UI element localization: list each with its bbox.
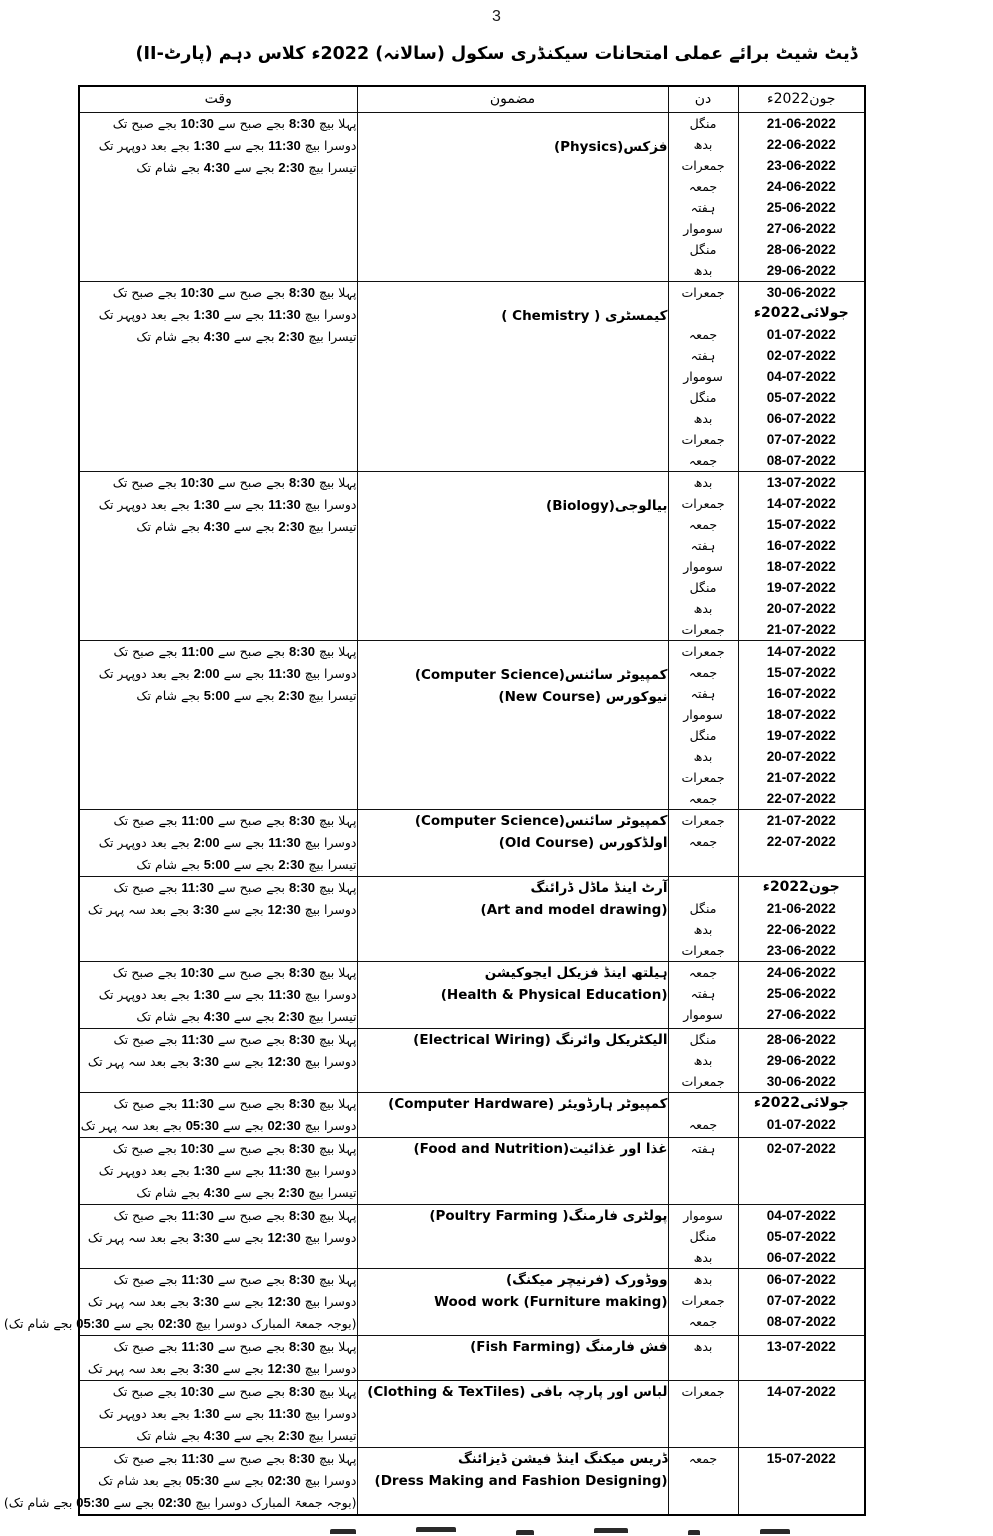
- exam-day: بدھ: [693, 1271, 713, 1287]
- exam-day: ہفتہ: [690, 537, 716, 553]
- time-slot: دوسرا بیچ 12:30 بجے سے 3:30 بجے بعد سہ پہر تک: [87, 1229, 357, 1245]
- exam-days-cell: [668, 471, 738, 640]
- time-slot: دوسرا بیچ 11:30 بجے سے 1:30 بجے بعد دوپہر تک: [98, 306, 357, 322]
- exam-date: 05-07-2022: [766, 1228, 836, 1244]
- exam-date: 07-07-2022: [766, 431, 836, 447]
- exam-date: 25-06-2022: [766, 985, 836, 1001]
- subject-cell: [357, 809, 668, 876]
- subject-label: پولٹری فارمنگ( Poultry Farming): [429, 1207, 668, 1224]
- exam-days-cell: [668, 1137, 738, 1204]
- exam-date: 21-07-2022: [766, 812, 836, 828]
- exam-days-cell: [668, 1268, 738, 1335]
- time-cell: [79, 809, 357, 876]
- exam-date: 22-06-2022: [766, 136, 836, 152]
- exam-day: ہفتہ: [690, 199, 716, 215]
- column-header-subject: مضمون: [357, 86, 668, 112]
- time-slot: دوسرا بیچ 02:30 بجے سے 05:30 بجے بعد سہ پہر تک: [80, 1117, 357, 1133]
- exam-day: [669, 1093, 738, 1114]
- exam-days-cell: [668, 1092, 738, 1137]
- exam-day: جمعہ: [688, 664, 718, 680]
- exam-date: 16-07-2022: [766, 685, 836, 701]
- column-header-month: جون2022ء: [738, 86, 865, 112]
- exam-date: 19-07-2022: [766, 727, 836, 743]
- subject-cell: [357, 1204, 668, 1268]
- time-slot: دوسرا بیچ 11:30 بجے سے 1:30 بجے بعد دوپہر تک: [98, 496, 357, 512]
- subject-label: غذا اور غذائیت(Food and Nutrition): [413, 1140, 668, 1157]
- subject-cell: [357, 1092, 668, 1137]
- exam-days-cell: [668, 961, 738, 1028]
- time-slot: پہلا بیچ 8:30 بجے صبح سے 10:30 بجے صبح تک: [112, 964, 357, 980]
- exam-dates-cell: [738, 961, 865, 1028]
- subject-label: بیالوجی(Biology): [546, 497, 668, 514]
- exam-date: 27-06-2022: [766, 1006, 836, 1022]
- exam-date: 15-07-2022: [766, 516, 836, 532]
- exam-date: 20-07-2022: [766, 600, 836, 616]
- exam-day: جمعہ: [688, 1116, 718, 1132]
- column-header-time: وقت: [79, 86, 357, 112]
- header-row: [79, 86, 865, 112]
- exam-date: 30-06-2022: [766, 1073, 836, 1089]
- exam-day: بدھ: [693, 1249, 713, 1265]
- time-slot: دوسرا بیچ 11:30 بجے سے 2:00 بجے بعد دوپہر تک: [98, 834, 357, 850]
- subject-label: Wood work (Furniture making): [434, 1293, 668, 1310]
- exam-date: 06-07-2022: [766, 1249, 836, 1265]
- exam-day: بدھ: [693, 474, 713, 490]
- exam-day: [669, 877, 738, 898]
- exam-date: 18-07-2022: [766, 706, 836, 722]
- time-slot: تیسرا بیچ 2:30 بجے سے 4:30 بجے شام تک: [136, 1008, 357, 1024]
- exam-day: منگل: [689, 579, 717, 595]
- cut-off-text: [330, 1527, 790, 1535]
- exam-day: جمعرات: [681, 284, 725, 300]
- exam-day: سوموار: [683, 1006, 723, 1022]
- page-title: ڈیٹ شیٹ برائے عملی امتحانات سیکنڈری سکول (سالانہ) 2022ء کلاس دہم (پارٹ-II): [135, 44, 858, 64]
- time-slot: تیسرا بیچ 2:30 بجے سے 5:00 بجے شام تک: [136, 856, 357, 872]
- time-cell: [79, 1028, 357, 1092]
- exam-dates-cell: [738, 281, 865, 471]
- exam-date: 06-07-2022: [766, 410, 836, 426]
- exam-dates-cell: [738, 640, 865, 809]
- time-slot: تیسرا بیچ 2:30 بجے سے 4:30 بجے شام تک: [136, 328, 357, 344]
- exam-day: سوموار: [683, 220, 723, 236]
- subject-block-row: [79, 876, 865, 961]
- subject-block-row: [79, 1137, 865, 1204]
- time-slot: پہلا بیچ 8:30 بجے صبح سے 11:30 بجے صبح تک: [113, 1207, 357, 1223]
- exam-days-cell: [668, 640, 738, 809]
- subject-cell: [357, 1028, 668, 1092]
- exam-day: منگل: [689, 389, 717, 405]
- exam-date: 28-06-2022: [766, 241, 836, 257]
- time-slot: دوسرا بیچ 11:30 بجے سے 2:00 بجے بعد دوپہر تک: [98, 665, 357, 681]
- exam-dates-cell: [738, 471, 865, 640]
- exam-dates-cell: [738, 1092, 865, 1137]
- exam-day: سوموار: [683, 558, 723, 574]
- exam-date: 21-06-2022: [766, 115, 836, 131]
- exam-day: جمعرات: [681, 1383, 725, 1399]
- page-number: 3: [492, 8, 501, 25]
- subject-label: کمپیوٹر سائنس(Computer Science): [414, 812, 668, 829]
- subject-block-row: [79, 1028, 865, 1092]
- exam-date: 15-07-2022: [766, 1450, 836, 1466]
- time-slot: (بوجہ جمعۃ المبارک دوسرا بیچ 02:30 بجے سے 05:30 بجے شام تک): [3, 1315, 357, 1331]
- exam-day: سوموار: [683, 368, 723, 384]
- time-slot: تیسرا بیچ 2:30 بجے سے 5:00 بجے شام تک: [136, 687, 357, 703]
- subject-cell: [357, 1447, 668, 1515]
- exam-day: منگل: [689, 1031, 717, 1047]
- exam-date: 01-07-2022: [766, 1116, 836, 1132]
- exam-day: بدھ: [693, 748, 713, 764]
- subject-block-row: [79, 1380, 865, 1447]
- exam-date: 08-07-2022: [766, 452, 836, 468]
- exam-date: 25-06-2022: [766, 199, 836, 215]
- exam-day: ہفتہ: [690, 685, 716, 701]
- exam-date: 23-06-2022: [766, 942, 836, 958]
- exam-date: 14-07-2022: [766, 495, 836, 511]
- exam-date: 27-06-2022: [766, 220, 836, 236]
- subject-label: کیمسٹری ( Chemistry ): [501, 307, 668, 324]
- subject-label: ووڈورک (فرنیچر میکنگ): [505, 1271, 668, 1288]
- time-slot: پہلا بیچ 8:30 بجے صبح سے 11:00 بجے صبح تک: [113, 643, 357, 659]
- exam-date: 13-07-2022: [766, 1338, 836, 1354]
- month-header: جولائی2022ء: [753, 304, 849, 321]
- exam-date: 21-07-2022: [766, 769, 836, 785]
- exam-day: جمعرات: [681, 621, 725, 637]
- exam-date: 16-07-2022: [766, 537, 836, 553]
- time-slot: پہلا بیچ 8:30 بجے صبح سے 10:30 بجے صبح تک: [112, 1383, 357, 1399]
- subject-block-row: [79, 1092, 865, 1137]
- exam-day: بدھ: [693, 600, 713, 616]
- time-cell: [79, 961, 357, 1028]
- time-cell: [3, 1268, 357, 1335]
- exam-day: بدھ: [693, 1052, 713, 1068]
- time-slot: دوسرا بیچ 12:30 بجے سے 3:30 بجے بعد سہ پہر تک: [87, 901, 357, 917]
- time-slot: دوسرا بیچ 02:30 بجے سے 05:30 بجے بعد شام تک: [98, 1472, 357, 1488]
- exam-day: جمعہ: [688, 790, 718, 806]
- exam-date: 24-06-2022: [766, 178, 836, 194]
- time-slot: تیسرا بیچ 2:30 بجے سے 4:30 بجے شام تک: [136, 159, 357, 175]
- exam-day: جمعہ: [688, 452, 718, 468]
- exam-days-cell: [668, 876, 738, 961]
- exam-date: 29-06-2022: [766, 1052, 836, 1068]
- exam-day: جمعرات: [681, 643, 725, 659]
- subject-cell: [357, 640, 668, 809]
- exam-day: بدھ: [693, 921, 713, 937]
- time-cell: [79, 1092, 357, 1137]
- subject-label: کمپیوٹر سائنس(Computer Science): [414, 666, 668, 683]
- subject-label: آرٹ اینڈ ماڈل ڈرائنگ: [530, 879, 668, 896]
- time-slot: پہلا بیچ 8:30 بجے صبح سے 10:30 بجے صبح تک: [112, 115, 357, 131]
- exam-day: ہفتہ: [690, 1140, 716, 1156]
- exam-days-cell: [668, 1335, 738, 1380]
- exam-day: جمعہ: [688, 326, 718, 342]
- time-slot: دوسرا بیچ 11:30 بجے سے 1:30 بجے بعد دوپہر تک: [98, 137, 357, 153]
- time-cell: [79, 1335, 357, 1380]
- subject-cell: [357, 112, 668, 281]
- exam-date: 22-06-2022: [766, 921, 836, 937]
- exam-days-cell: [668, 281, 738, 471]
- exam-day: جمعہ: [688, 833, 718, 849]
- exam-dates-cell: [738, 1028, 865, 1092]
- time-cell: [79, 471, 357, 640]
- exam-date: 20-07-2022: [766, 748, 836, 764]
- month-header: جون2022ء: [762, 878, 840, 895]
- time-slot: دوسرا بیچ 12:30 بجے سے 3:30 بجے بعد سہ پہر تک: [87, 1360, 357, 1376]
- subject-label: فش فارمنگ (Fish Farming): [470, 1338, 668, 1355]
- time-slot: پہلا بیچ 8:30 بجے صبح سے 11:30 بجے صبح تک: [113, 1031, 357, 1047]
- column-header-day: دن: [668, 86, 738, 112]
- exam-date: 30-06-2022: [766, 284, 836, 300]
- exam-day: جمعہ: [688, 178, 718, 194]
- exam-dates-cell: [738, 1335, 865, 1380]
- time-cell: [79, 640, 357, 809]
- exam-date: 04-07-2022: [766, 1207, 836, 1223]
- exam-day: جمعہ: [688, 964, 718, 980]
- time-cell: [3, 1447, 357, 1515]
- exam-day: جمعرات: [681, 157, 725, 173]
- time-slot: (بوجہ جمعۃ المبارک دوسرا بیچ 02:30 بجے سے 05:30 بجے شام تک): [3, 1494, 357, 1510]
- subject-block-row: [79, 640, 865, 809]
- subject-block-row: [79, 1268, 865, 1335]
- subject-block-row: [79, 281, 865, 471]
- exam-date: 22-07-2022: [766, 833, 836, 849]
- exam-day: [669, 303, 738, 324]
- exam-day: منگل: [689, 1228, 717, 1244]
- exam-date: 04-07-2022: [766, 368, 836, 384]
- exam-day: بدھ: [693, 410, 713, 426]
- month-header: جولائی2022ء: [753, 1094, 849, 1111]
- time-slot: تیسرا بیچ 2:30 بجے سے 4:30 بجے شام تک: [136, 1427, 357, 1443]
- exam-day: جمعہ: [688, 1450, 718, 1466]
- exam-day: جمعرات: [681, 812, 725, 828]
- subject-cell: [357, 1268, 668, 1335]
- time-slot: پہلا بیچ 8:30 بجے صبح سے 11:30 بجے صبح تک: [113, 1095, 357, 1111]
- exam-date: 02-07-2022: [766, 347, 836, 363]
- time-slot: تیسرا بیچ 2:30 بجے سے 4:30 بجے شام تک: [136, 1184, 357, 1200]
- subject-cell: [357, 471, 668, 640]
- exam-day: بدھ: [693, 1338, 713, 1354]
- exam-dates-cell: [738, 1380, 865, 1447]
- subject-block-row: [79, 809, 865, 876]
- exam-date: 01-07-2022: [766, 326, 836, 342]
- exam-date: 21-07-2022: [766, 621, 836, 637]
- exam-date: 18-07-2022: [766, 558, 836, 574]
- time-slot: پہلا بیچ 8:30 بجے صبح سے 10:30 بجے صبح تک: [112, 1140, 357, 1156]
- exam-day: جمعہ: [688, 516, 718, 532]
- time-cell: [79, 1137, 357, 1204]
- exam-day: سوموار: [683, 1207, 723, 1223]
- subject-cell: [357, 876, 668, 961]
- exam-days-cell: [668, 1380, 738, 1447]
- exam-dates-cell: [738, 809, 865, 876]
- exam-day: جمعرات: [681, 495, 725, 511]
- subject-label: (Art and model drawing): [480, 901, 668, 918]
- time-slot: پہلا بیچ 8:30 بجے صبح سے 11:30 بجے صبح تک: [113, 1271, 357, 1287]
- exam-days-cell: [668, 1028, 738, 1092]
- exam-day: جمعرات: [681, 1073, 725, 1089]
- exam-day: ہفتہ: [690, 347, 716, 363]
- subject-cell: [357, 1137, 668, 1204]
- subject-label: لباس اور پارچہ بافی (Clothing & TexTiles): [367, 1383, 668, 1400]
- subject-label: ڈریس میکنگ اینڈ فیشن ڈیزائنگ: [457, 1450, 668, 1467]
- exam-day: بدھ: [693, 262, 713, 278]
- exam-day: جمعرات: [681, 942, 725, 958]
- exam-date: 14-07-2022: [766, 1383, 836, 1399]
- exam-day: بدھ: [693, 136, 713, 152]
- exam-day: جمعرات: [681, 769, 725, 785]
- subject-label: اولڈکورس (Old Course): [498, 834, 668, 851]
- exam-date: 05-07-2022: [766, 389, 836, 405]
- time-slot: پہلا بیچ 8:30 بجے صبح سے 11:30 بجے صبح تک: [113, 1450, 357, 1466]
- time-cell: [79, 876, 357, 961]
- subject-label: (Dress Making and Fashion Designing): [374, 1472, 668, 1489]
- time-slot: دوسرا بیچ 11:30 بجے سے 1:30 بجے بعد دوپہر تک: [98, 986, 357, 1002]
- exam-days-cell: [668, 1447, 738, 1515]
- exam-day: جمعہ: [688, 1313, 718, 1329]
- exam-date: 21-06-2022: [766, 900, 836, 916]
- exam-day: منگل: [689, 727, 717, 743]
- exam-day: منگل: [689, 900, 717, 916]
- subject-block-row: [79, 961, 865, 1028]
- subject-label: (Health & Physical Education): [440, 986, 668, 1003]
- subject-label: الیکٹریکل وائرنگ (Electrical Wiring): [413, 1031, 668, 1048]
- exam-date: 08-07-2022: [766, 1313, 836, 1329]
- subject-cell: [357, 281, 668, 471]
- exam-date: 14-07-2022: [766, 643, 836, 659]
- subject-label: کمپیوٹر ہارڈویئر (Computer Hardware): [388, 1095, 668, 1112]
- exam-dates-cell: [738, 876, 865, 961]
- time-slot: دوسرا بیچ 11:30 بجے سے 1:30 بجے بعد دوپہر تک: [98, 1405, 357, 1421]
- exam-day: جمعرات: [681, 431, 725, 447]
- exam-date: 19-07-2022: [766, 579, 836, 595]
- time-cell: [79, 281, 357, 471]
- exam-day: ہفتہ: [690, 985, 716, 1001]
- exam-dates-cell: [738, 1268, 865, 1335]
- time-slot: تیسرا بیچ 2:30 بجے سے 4:30 بجے شام تک: [136, 518, 357, 534]
- exam-date: 02-07-2022: [766, 1140, 836, 1156]
- time-slot: دوسرا بیچ 12:30 بجے سے 3:30 بجے بعد سہ پہر تک: [87, 1053, 357, 1069]
- exam-days-cell: [668, 1204, 738, 1268]
- time-slot: پہلا بیچ 8:30 بجے صبح سے 11:00 بجے صبح تک: [113, 812, 357, 828]
- exam-date: 23-06-2022: [766, 157, 836, 173]
- time-cell: [79, 1380, 357, 1447]
- time-slot: دوسرا بیچ 11:30 بجے سے 1:30 بجے بعد دوپہر تک: [98, 1162, 357, 1178]
- time-slot: پہلا بیچ 8:30 بجے صبح سے 11:30 بجے صبح تک: [113, 879, 357, 895]
- exam-date: 22-07-2022: [766, 790, 836, 806]
- exam-date: 24-06-2022: [766, 964, 836, 980]
- exam-dates-cell: [738, 1137, 865, 1204]
- subject-block-row: [79, 1447, 865, 1515]
- time-cell: [79, 112, 357, 281]
- subject-cell: [357, 1335, 668, 1380]
- exam-dates-cell: [738, 112, 865, 281]
- datesheet-table: [3, 85, 866, 1516]
- exam-day: سوموار: [683, 706, 723, 722]
- subject-block-row: [79, 1335, 865, 1380]
- exam-days-cell: [668, 112, 738, 281]
- subject-block-row: [79, 112, 865, 281]
- exam-date: 28-06-2022: [766, 1031, 836, 1047]
- exam-day: جمعرات: [681, 1292, 725, 1308]
- schedule-body: [3, 112, 865, 1515]
- subject-block-row: [79, 1204, 865, 1268]
- time-slot: دوسرا بیچ 12:30 بجے سے 3:30 بجے بعد سہ پہر تک: [87, 1293, 357, 1309]
- exam-dates-cell: [738, 1204, 865, 1268]
- time-slot: پہلا بیچ 8:30 بجے صبح سے 11:30 بجے صبح تک: [113, 1338, 357, 1354]
- exam-days-cell: [668, 809, 738, 876]
- subject-cell: [357, 1380, 668, 1447]
- time-slot: پہلا بیچ 8:30 بجے صبح سے 10:30 بجے صبح تک: [112, 474, 357, 490]
- exam-date: 13-07-2022: [766, 474, 836, 490]
- exam-date: 29-06-2022: [766, 262, 836, 278]
- exam-date: 15-07-2022: [766, 664, 836, 680]
- subject-block-row: [79, 471, 865, 640]
- exam-day: منگل: [689, 241, 717, 257]
- exam-day: منگل: [689, 115, 717, 131]
- exam-date: 07-07-2022: [766, 1292, 836, 1308]
- exam-dates-cell: [738, 1447, 865, 1515]
- subject-cell: [357, 961, 668, 1028]
- subject-label: نیوکورس (New Course): [498, 688, 668, 705]
- subject-label: ہیلتھ اینڈ فزیکل ایجوکیشن: [484, 964, 668, 981]
- time-cell: [79, 1204, 357, 1268]
- subject-label: فزکس(Physics): [553, 138, 668, 155]
- time-slot: پہلا بیچ 8:30 بجے صبح سے 10:30 بجے صبح تک: [112, 284, 357, 300]
- exam-date: 06-07-2022: [766, 1271, 836, 1287]
